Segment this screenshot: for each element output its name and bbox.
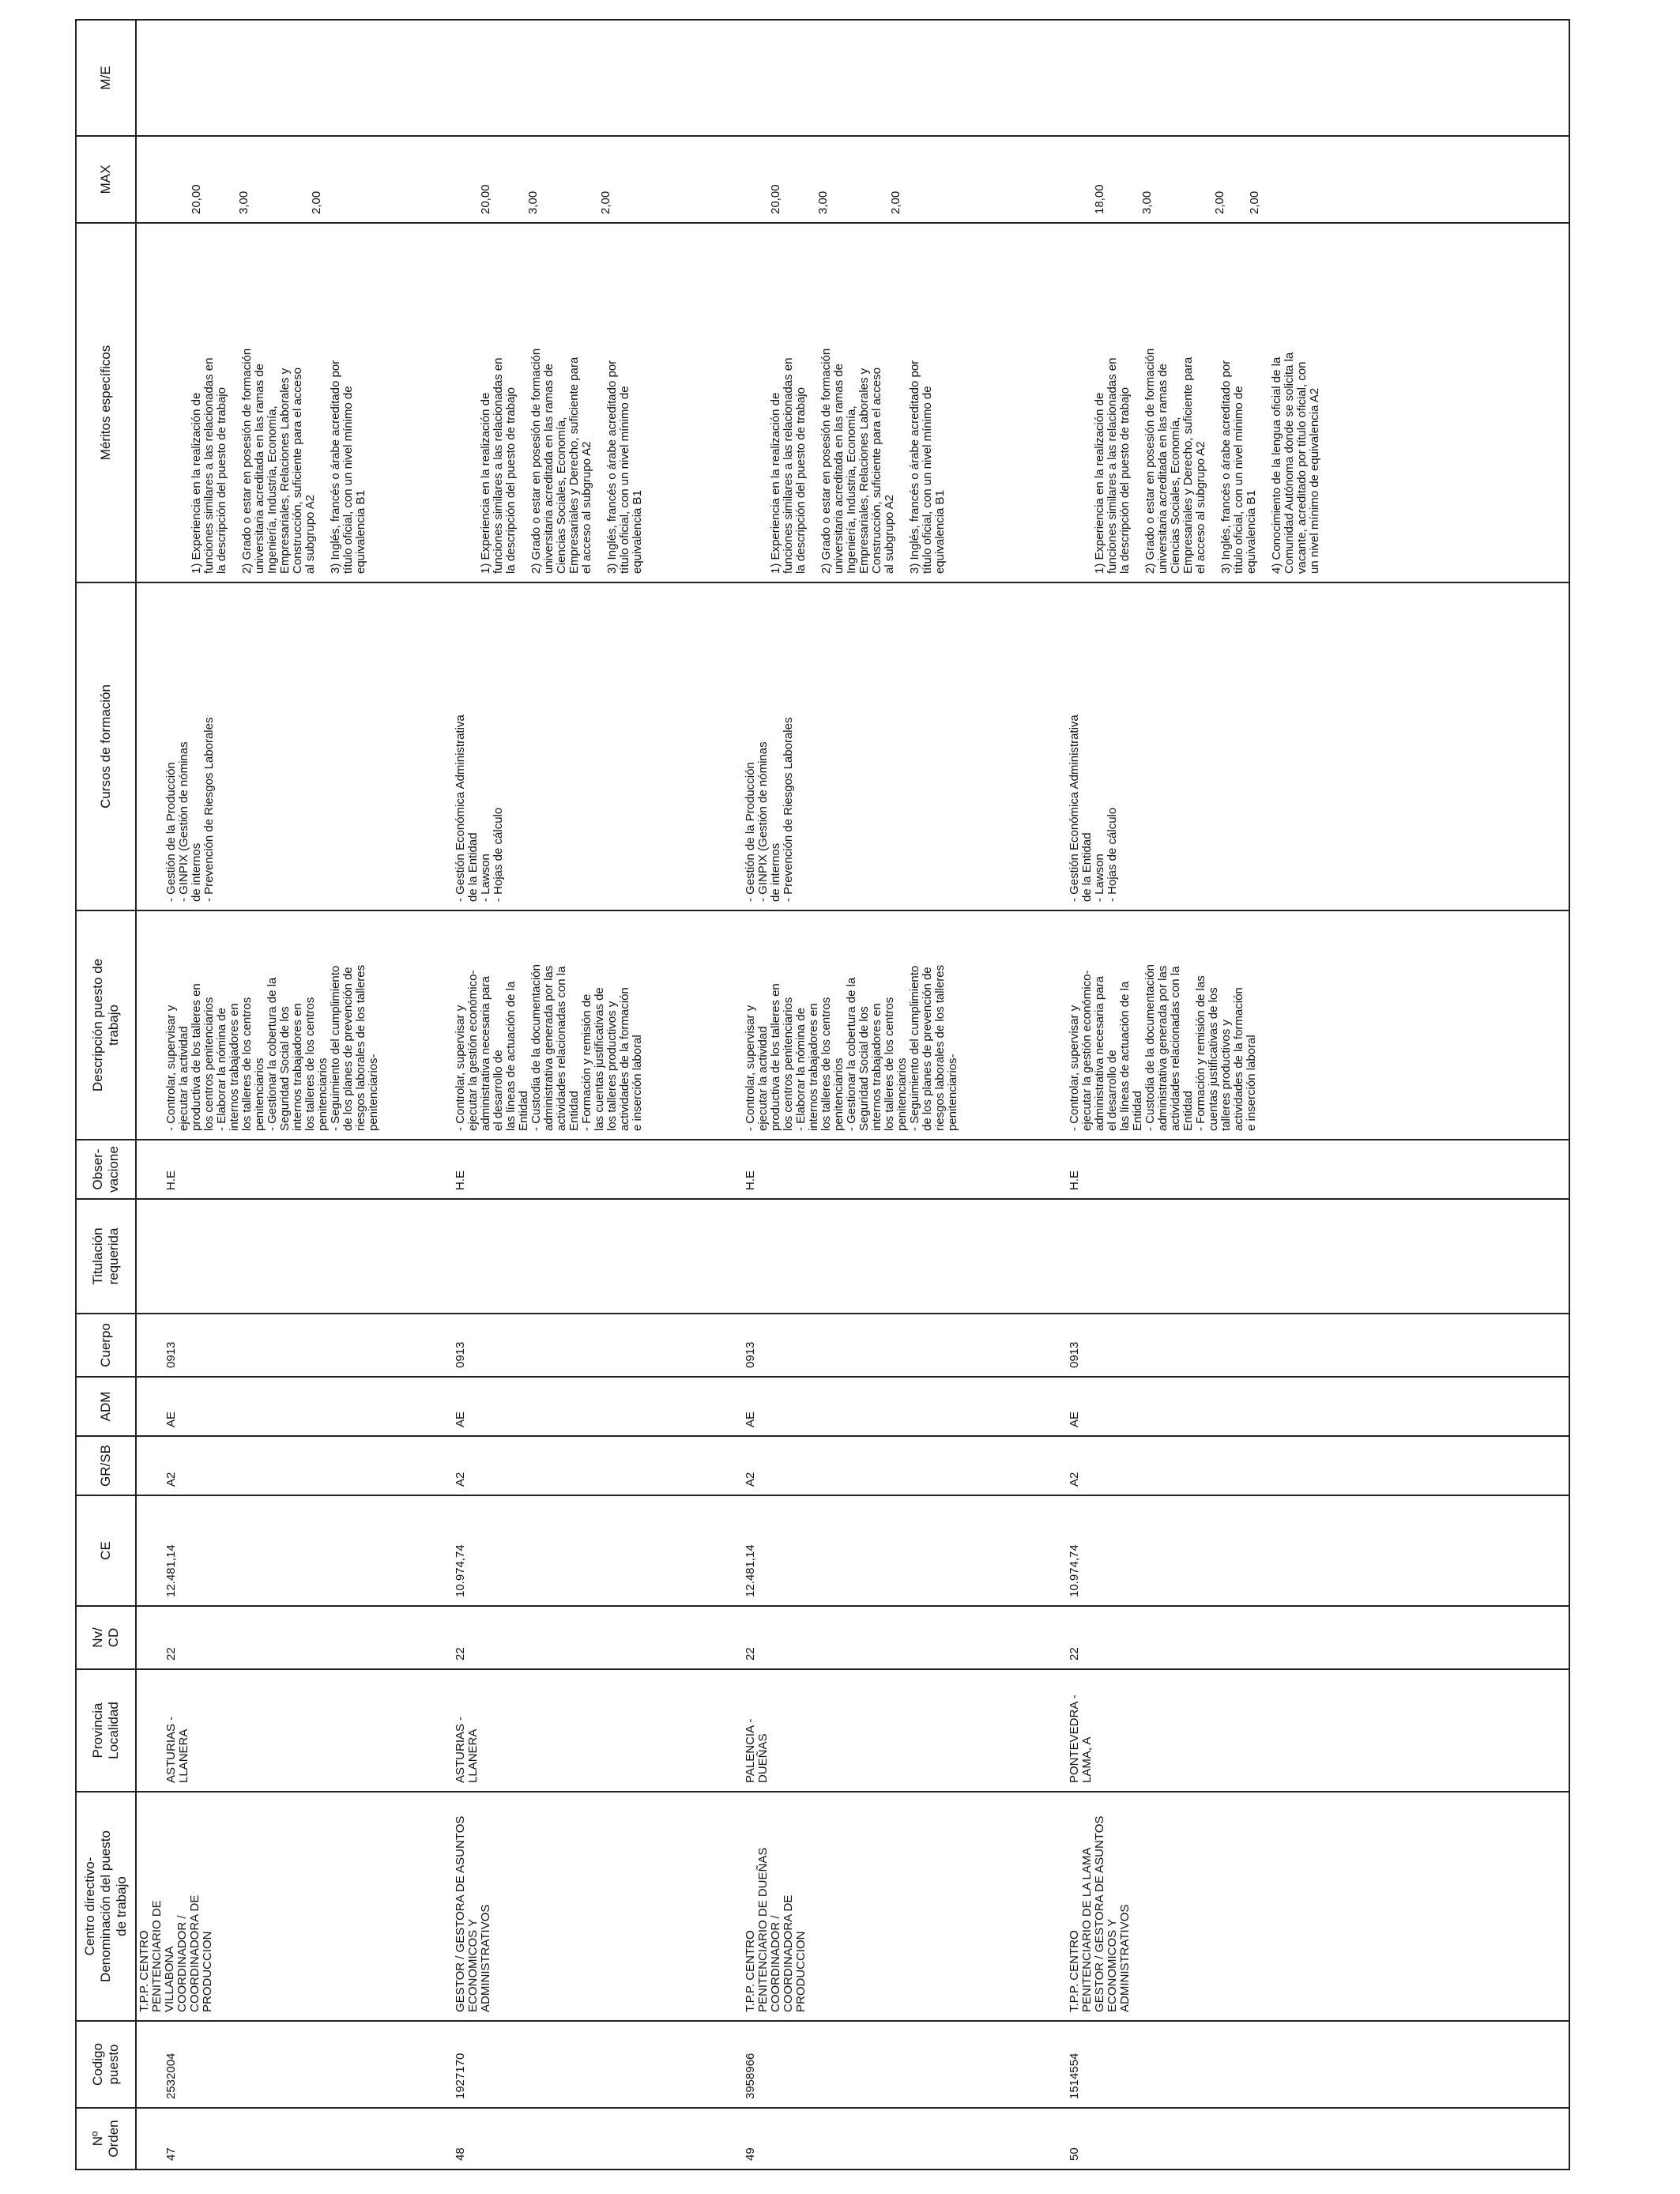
cell-centro: T.P.P. CENTRO PENITENCIARIO DE VILLABONA COORDINADOR / COORDINADORA DE PRODUCCION bbox=[136, 1792, 426, 2021]
header-codigo: Codigo puesto bbox=[76, 2021, 136, 2108]
cell-orden: 50 bbox=[1040, 2108, 1569, 2169]
merits-list bbox=[178, 230, 380, 574]
max-score: 2,00 bbox=[1213, 190, 1226, 214]
cell-max bbox=[426, 136, 716, 223]
cell-ce: 10.974,74 bbox=[426, 1495, 716, 1606]
cell-nivel: 22 bbox=[426, 1606, 716, 1669]
cell-cuerpo: 0913 bbox=[716, 1314, 1040, 1377]
max-score: 2,00 bbox=[889, 190, 902, 214]
max-score: 2,00 bbox=[599, 190, 612, 214]
cell-centro: T.P.P. CENTRO PENITENCIARIO DE DUEÑAS COORDINADOR / COORDINADORA DE PRODUCCION bbox=[716, 1792, 1040, 2021]
rotated-table-wrapper bbox=[75, 21, 1565, 2170]
cell-titulacion bbox=[136, 1199, 426, 1314]
max-scores bbox=[178, 143, 336, 214]
cell-max bbox=[716, 136, 1040, 223]
header-cursos: Cursos de formación bbox=[76, 582, 136, 910]
header-orden: Nº Orden bbox=[76, 2108, 136, 2169]
merit-item: 3) Inglés, francés o árabe acreditado por título oficial, con un nivel mínimo de equivalencia B1 bbox=[329, 360, 367, 574]
cell-ce: 12.481,14 bbox=[136, 1495, 426, 1606]
table-row bbox=[716, 20, 1040, 2169]
header-nivel: Nv/ CD bbox=[76, 1606, 136, 1669]
merit-item: 4) Conocimiento de la lengua oficial de la Comunidad Autónoma donde se solicita la vacante, acreditado por título oficial, con un nivel mínimo de equivalencia A2 bbox=[1270, 352, 1321, 574]
max-score: 2,00 bbox=[1248, 190, 1261, 214]
cell-codigo: 3958966 bbox=[716, 2021, 1040, 2108]
cell-descripcion: - Controlar, supervisar y ejecutar la gestión económico- administrativa necesaria para el desarrollo de las líneas de actuación de la Entidad - Custodia de la documentación administrativa generada por las actividades relacionadas con la Entidad - Formación y remisión de las cuentas justificativas de los talleres productivos y actividades de la formación e inserción laboral bbox=[426, 910, 716, 1140]
cell-orden: 49 bbox=[716, 2108, 1040, 2169]
cell-nivel: 22 bbox=[136, 1606, 426, 1669]
cell-me bbox=[426, 20, 716, 136]
cell-provincia: ASTURIAS - LLANERA bbox=[426, 1669, 716, 1792]
cell-adm: AE bbox=[1040, 1377, 1569, 1436]
max-score: 20,00 bbox=[769, 184, 782, 214]
merit-item: 3) Inglés, francés o árabe acreditado por título oficial, con un nivel mínimo de equivalencia B1 bbox=[1219, 360, 1258, 574]
cell-provincia: ASTURIAS - LLANERA bbox=[136, 1669, 426, 1792]
cell-observaciones: H.E bbox=[716, 1140, 1040, 1199]
cell-nivel: 22 bbox=[1040, 1606, 1569, 1669]
merit-item: 2) Grado o estar en posesión de formación universitaria acreditada en las ramas de Ingeniería, Industria, Economía, Empresariales, Relaciones Laborales y Construcción, suficiente para el acceso al subgrupo A2 bbox=[819, 348, 896, 574]
max-score: 18,00 bbox=[1093, 184, 1106, 214]
header-max: MAX bbox=[76, 136, 136, 223]
max-score: 2,00 bbox=[310, 190, 323, 214]
cell-adm: AE bbox=[716, 1377, 1040, 1436]
merit-item: 3) Inglés, francés o árabe acreditado por título oficial, con un nivel mínimo de equivalencia B1 bbox=[908, 360, 947, 574]
cell-me bbox=[716, 20, 1040, 136]
cell-orden: 47 bbox=[136, 2108, 426, 2169]
cell-ce: 10.974,74 bbox=[1040, 1495, 1569, 1606]
cell-titulacion bbox=[716, 1199, 1040, 1314]
cell-me bbox=[136, 20, 426, 136]
cell-meritos bbox=[136, 223, 426, 582]
cell-orden: 48 bbox=[426, 2108, 716, 2169]
header-adm: ADM bbox=[76, 1377, 136, 1436]
cell-grupo: A2 bbox=[1040, 1436, 1569, 1495]
cell-centro: GESTOR / GESTORA DE ASUNTOS ECONOMICOS Y ADMINISTRATIVOS bbox=[426, 1792, 716, 2021]
header-provincia: Provincia Localidad bbox=[76, 1669, 136, 1792]
cell-observaciones: H.E bbox=[426, 1140, 716, 1199]
merit-item: 2) Grado o estar en posesión de formación universitaria acreditada en las ramas de Ingeniería, Industria, Economía, Empresariales, Relaciones Laborales y Construcción, suficiente para el acceso al subgrupo A2 bbox=[240, 348, 317, 574]
cell-max bbox=[136, 136, 426, 223]
table-row bbox=[136, 20, 426, 2169]
merit-item: 3) Inglés, francés o árabe acreditado por título oficial, con un nivel mínimo de equivalencia B1 bbox=[605, 360, 644, 574]
cell-grupo: A2 bbox=[136, 1436, 426, 1495]
merit-item: 2) Grado o estar en posesión de formación universitaria acreditada en las ramas de Ciencias Sociales, Economía, Empresariales y Derecho, suficiente para el acceso al subgrupo A2 bbox=[529, 348, 593, 574]
cell-cuerpo: 0913 bbox=[1040, 1314, 1569, 1377]
merit-item: 1) Experiencia en la realización de funciones similares a las relacionadas en la descripción del puesto de trabajo bbox=[1093, 357, 1132, 574]
cell-provincia: PONTEVEDRA - LAMA, A bbox=[1040, 1669, 1569, 1792]
merit-item: 1) Experiencia en la realización de funciones similares a las relacionadas en la descripción del puesto de trabajo bbox=[769, 357, 808, 574]
cell-adm: AE bbox=[136, 1377, 426, 1436]
cell-codigo: 1514554 bbox=[1040, 2021, 1569, 2108]
table-row bbox=[1040, 20, 1569, 2169]
cell-cursos: - Gestión de la Producción - GINPIX (Gestión de nóminas de internos - Prevención de Riesgos Laborales bbox=[716, 582, 1040, 910]
max-scores bbox=[1081, 143, 1274, 214]
cell-centro: T.P.P. CENTRO PENITENCIARIO DE LA LAMA GESTOR / GESTORA DE ASUNTOS ECONOMICOS Y ADMINISTRATIVOS bbox=[1040, 1792, 1569, 2021]
max-scores bbox=[757, 143, 915, 214]
cell-meritos bbox=[426, 223, 716, 582]
header-meritos: Méritos específicos bbox=[76, 223, 136, 582]
cell-titulacion bbox=[1040, 1199, 1569, 1314]
cell-max bbox=[1040, 136, 1569, 223]
header-observaciones: Obser- vacione bbox=[76, 1140, 136, 1199]
max-score: 3,00 bbox=[526, 190, 540, 214]
header-me: M/E bbox=[76, 20, 136, 136]
cell-nivel: 22 bbox=[716, 1606, 1040, 1669]
merit-item: 2) Grado o estar en posesión de formación universitaria acreditada en las ramas de Ciencias Sociales, Economía, Empresariales y Derecho, suficiente para el acceso al subgrupo A2 bbox=[1143, 348, 1207, 574]
cell-cursos: - Gestión Económica Administrativa de la Entidad - Lawson - Hojas de cálculo bbox=[426, 582, 716, 910]
cell-meritos bbox=[1040, 223, 1569, 582]
cell-codigo: 2532004 bbox=[136, 2021, 426, 2108]
max-scores bbox=[467, 143, 625, 214]
header-descripcion: Descripción puesto de trabajo bbox=[76, 910, 136, 1140]
max-score: 3,00 bbox=[237, 190, 250, 214]
vacancies-table bbox=[75, 19, 1570, 2170]
cell-titulacion bbox=[426, 1199, 716, 1314]
cell-observaciones: H.E bbox=[136, 1140, 426, 1199]
cell-grupo: A2 bbox=[426, 1436, 716, 1495]
cell-cuerpo: 0913 bbox=[136, 1314, 426, 1377]
cell-meritos bbox=[716, 223, 1040, 582]
header-titulacion: Titulación requerida bbox=[76, 1199, 136, 1314]
max-score: 20,00 bbox=[479, 184, 492, 214]
max-score: 20,00 bbox=[190, 184, 203, 214]
cell-cursos: - Gestión Económica Administrativa de la Entidad - Lawson - Hojas de cálculo bbox=[1040, 582, 1569, 910]
merit-item: 1) Experiencia en la realización de funciones similares a las relacionadas en la descripción del puesto de trabajo bbox=[190, 357, 228, 574]
cell-ce: 12.481,14 bbox=[716, 1495, 1040, 1606]
max-score: 3,00 bbox=[816, 190, 830, 214]
cell-descripcion: - Controlar, supervisar y ejecutar la actividad productiva de los talleres en los centros penitenciarios - Elaborar la nómina de internos trabajadores en los talleres de los centros penitenciarios - Gestionar la cobertura de la Seguridad Social de los internos trabajadores en los talleres de los centros penitenciarios - Seguimiento del cumplimiento de los planes de prevención de riesgos laborales de los talleres penitenciarios- bbox=[716, 910, 1040, 1140]
header-centro: Centro directivo- Denominación del puesto de trabajo bbox=[76, 1792, 136, 2021]
cell-descripcion: - Controlar, supervisar y ejecutar la actividad productiva de los talleres en los centros penitenciarios - Elaborar la nómina de internos trabajadores en los talleres de los centros penitenciarios - Gestionar la cobertura de la Seguridad Social de los internos trabajadores en los talleres de los centros penitenciarios - Seguimiento del cumplimiento de los planes de prevención de riesgos laborales de los talleres penitenciarios- bbox=[136, 910, 426, 1140]
merits-list bbox=[1081, 230, 1334, 574]
merits-list bbox=[757, 230, 959, 574]
max-score: 3,00 bbox=[1140, 190, 1154, 214]
cell-observaciones: H.E bbox=[1040, 1140, 1569, 1199]
cell-me bbox=[1040, 20, 1569, 136]
cell-provincia: PALENCIA - DUEÑAS bbox=[716, 1669, 1040, 1792]
merit-item: 1) Experiencia en la realización de funciones similares a las relacionadas en la descripción del puesto de trabajo bbox=[479, 357, 518, 574]
header-ce: CE bbox=[76, 1495, 136, 1606]
cell-cuerpo: 0913 bbox=[426, 1314, 716, 1377]
header-cuerpo: Cuerpo bbox=[76, 1314, 136, 1377]
cell-descripcion: - Controlar, supervisar y ejecutar la gestión económico- administrativa necesaria para el desarrollo de las líneas de actuación de la Entidad - Custodia de la documentación administrativa generada por las actividades relacionadas con la Entidad - Formación y remisión de las cuentas justificativas de los talleres productivos y actividades de la formación e inserción laboral bbox=[1040, 910, 1569, 1140]
table-row bbox=[426, 20, 716, 2169]
cell-grupo: A2 bbox=[716, 1436, 1040, 1495]
cell-adm: AE bbox=[426, 1377, 716, 1436]
cell-cursos: - Gestión de la Producción - GINPIX (Gestión de nóminas de internos - Prevención de Riesgos Laborales bbox=[136, 582, 426, 910]
merits-list bbox=[467, 230, 657, 574]
header-grupo: GR/SB bbox=[76, 1436, 136, 1495]
header-row bbox=[76, 20, 136, 2169]
cell-codigo: 1927170 bbox=[426, 2021, 716, 2108]
